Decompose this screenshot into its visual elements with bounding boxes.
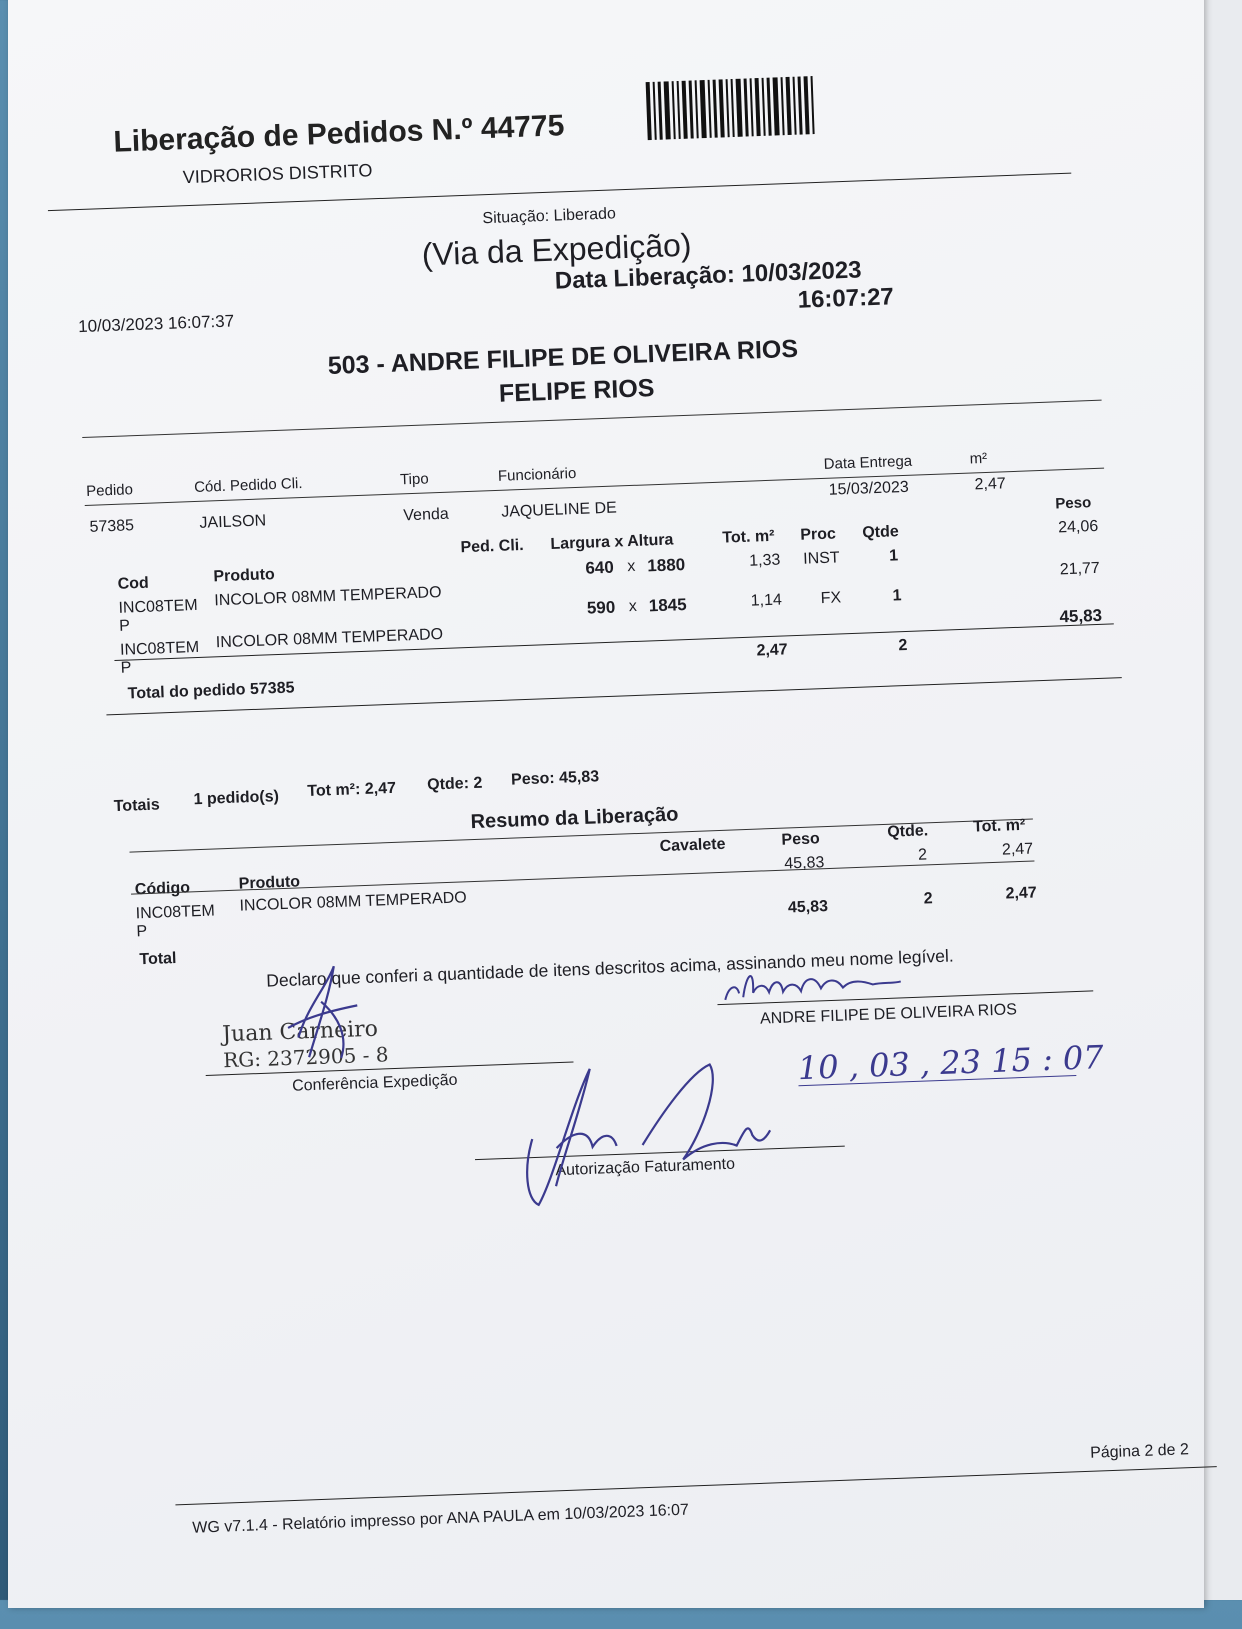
totals-label: Totais bbox=[113, 796, 161, 816]
item-1-peso: 24,06 bbox=[1057, 517, 1099, 537]
item-1-produto: INCOLOR 08MM TEMPERADO bbox=[214, 584, 442, 610]
footer-printed-by: WG v7.1.4 - Relatório impresso por ANA PAULA em 10/03/2023 16:07 bbox=[192, 1501, 690, 1537]
summary-total-peso: 45,83 bbox=[787, 898, 829, 917]
col-qtde: Qtde bbox=[861, 523, 900, 542]
item-2-x: x bbox=[628, 597, 638, 616]
expedicao-signature bbox=[276, 964, 400, 1073]
item-2-proc: FX bbox=[820, 589, 842, 608]
item-2-cod: INC08TEM bbox=[119, 638, 200, 659]
col-cod-pedido-cli: Cód. Pedido Cli. bbox=[193, 475, 303, 496]
summary-row-produto: INCOLOR 08MM TEMPERADO bbox=[239, 889, 468, 915]
col-proc: Proc bbox=[800, 525, 837, 544]
faturamento-label: Autorização Faturamento bbox=[555, 1155, 736, 1180]
item-1-tot-m2: 1,33 bbox=[748, 551, 781, 570]
summary-col-codigo: Código bbox=[134, 879, 191, 899]
summary-total-label: Total bbox=[139, 949, 177, 969]
col-cod: Cod bbox=[117, 574, 150, 593]
item-1-cod-wrap: P bbox=[118, 617, 131, 635]
document-page bbox=[8, 0, 1204, 1608]
item-1-proc: INST bbox=[802, 549, 840, 568]
col-funcionario: Funcionário bbox=[497, 464, 577, 485]
col-m2: m² bbox=[969, 449, 988, 468]
col-ped-cli: Ped. Cli. bbox=[460, 536, 524, 557]
col-tot-m2: Tot. m² bbox=[722, 527, 775, 547]
order-data-entrega: 15/03/2023 bbox=[828, 478, 910, 499]
item-2-tot-m2: 1,14 bbox=[750, 591, 783, 610]
stamp-rg: RG: 2372905 - 8 bbox=[222, 1042, 389, 1073]
summary-col-tot-m2: Tot. m² bbox=[972, 816, 1026, 836]
totals-peso: Peso: 45,83 bbox=[510, 768, 600, 789]
item-1-x: x bbox=[627, 557, 636, 576]
order-funcionario: JAQUELINE DE bbox=[500, 499, 618, 521]
summary-row-tot-m2: 2,47 bbox=[1001, 840, 1034, 859]
col-largura-altura: Largura x Altura bbox=[550, 531, 674, 553]
client-signature bbox=[716, 957, 908, 1019]
col-produto: Produto bbox=[213, 566, 276, 586]
client-name: 503 - ANDRE FILIPE DE OLIVEIRA RIOS bbox=[327, 334, 799, 381]
order-total-qtde: 2 bbox=[898, 636, 908, 655]
copy-label: (Via da Expedição) bbox=[421, 226, 693, 273]
summary-col-qtde: Qtde. bbox=[886, 822, 929, 841]
company-name: VIDRORIOS DISTRITO bbox=[182, 160, 373, 188]
col-data-entrega: Data Entrega bbox=[823, 452, 913, 473]
release-date: Data Liberação: 10/03/2023 bbox=[554, 256, 862, 295]
summary-title: Resumo da Liberação bbox=[470, 803, 679, 834]
item-1-largura: 640 bbox=[585, 557, 615, 578]
order-tipo: Venda bbox=[403, 505, 450, 525]
summary-col-cavalete: Cavalete bbox=[659, 835, 726, 856]
handwritten-date: 10 , 03 , 23 15 : 07 bbox=[797, 1038, 1105, 1088]
printed-timestamp: 10/03/2023 16:07:37 bbox=[77, 311, 235, 337]
totals-tot-m2: Tot m²: 2,47 bbox=[307, 779, 397, 801]
barcode bbox=[646, 76, 818, 140]
order-pedido: 57385 bbox=[89, 517, 135, 536]
faturamento-signature bbox=[510, 1060, 775, 1214]
summary-row-peso: 45,83 bbox=[784, 854, 825, 873]
item-2-cod-wrap: P bbox=[120, 659, 132, 677]
expedicao-label: Conferência Expedição bbox=[291, 1071, 458, 1095]
order-total-tot-m2: 2,47 bbox=[756, 641, 788, 660]
client-signature-label: ANDRE FILIPE DE OLIVEIRA RIOS bbox=[759, 1001, 1018, 1028]
summary-row-codigo-wrap: P bbox=[136, 923, 148, 941]
item-1-qtde: 1 bbox=[888, 547, 899, 565]
item-1-cod: INC08TEM bbox=[118, 596, 198, 617]
totals-qtde: Qtde: 2 bbox=[426, 774, 483, 794]
stamp-name: Juan Carneiro bbox=[221, 1016, 379, 1048]
col-tipo: Tipo bbox=[399, 470, 429, 489]
release-time: 16:07:27 bbox=[797, 283, 895, 314]
summary-total-tot-m2: 2,47 bbox=[1005, 884, 1038, 903]
item-2-peso: 21,77 bbox=[1059, 559, 1101, 579]
item-1-altura: 1880 bbox=[647, 555, 686, 576]
col-pedido: Pedido bbox=[85, 481, 134, 500]
order-total-label: Total do pedido 57385 bbox=[127, 679, 295, 703]
footer-rule bbox=[175, 1466, 1216, 1505]
page-number: Página 2 de 2 bbox=[1089, 1441, 1190, 1462]
order-cod-cli: JAILSON bbox=[199, 512, 267, 532]
document-title: Liberação de Pedidos N.º 44775 bbox=[112, 109, 565, 159]
item-2-produto: INCOLOR 08MM TEMPERADO bbox=[215, 625, 444, 652]
summary-row-codigo: INC08TEM bbox=[135, 902, 216, 923]
item-2-qtde: 1 bbox=[892, 587, 902, 605]
order-m2: 2,47 bbox=[974, 475, 1007, 494]
item-2-largura: 590 bbox=[586, 597, 616, 618]
declaration-text: Declaro que conferi a quantidade de itens descritos acima, assinando meu nome legível. bbox=[265, 945, 954, 991]
summary-row-qtde: 2 bbox=[917, 846, 928, 864]
summary-col-produto: Produto bbox=[238, 873, 301, 893]
situation-status: Situação: Liberado bbox=[482, 205, 617, 228]
col-peso: Peso bbox=[1055, 494, 1092, 513]
order-total-peso: 45,83 bbox=[1059, 605, 1103, 627]
item-2-altura: 1845 bbox=[648, 595, 687, 616]
order-table-top-rule bbox=[82, 400, 1101, 438]
totals-pedidos: 1 pedido(s) bbox=[193, 788, 280, 809]
summary-col-peso: Peso bbox=[781, 830, 821, 849]
summary-total-qtde: 2 bbox=[923, 890, 933, 908]
client-nickname: FELIPE RIOS bbox=[498, 374, 655, 408]
